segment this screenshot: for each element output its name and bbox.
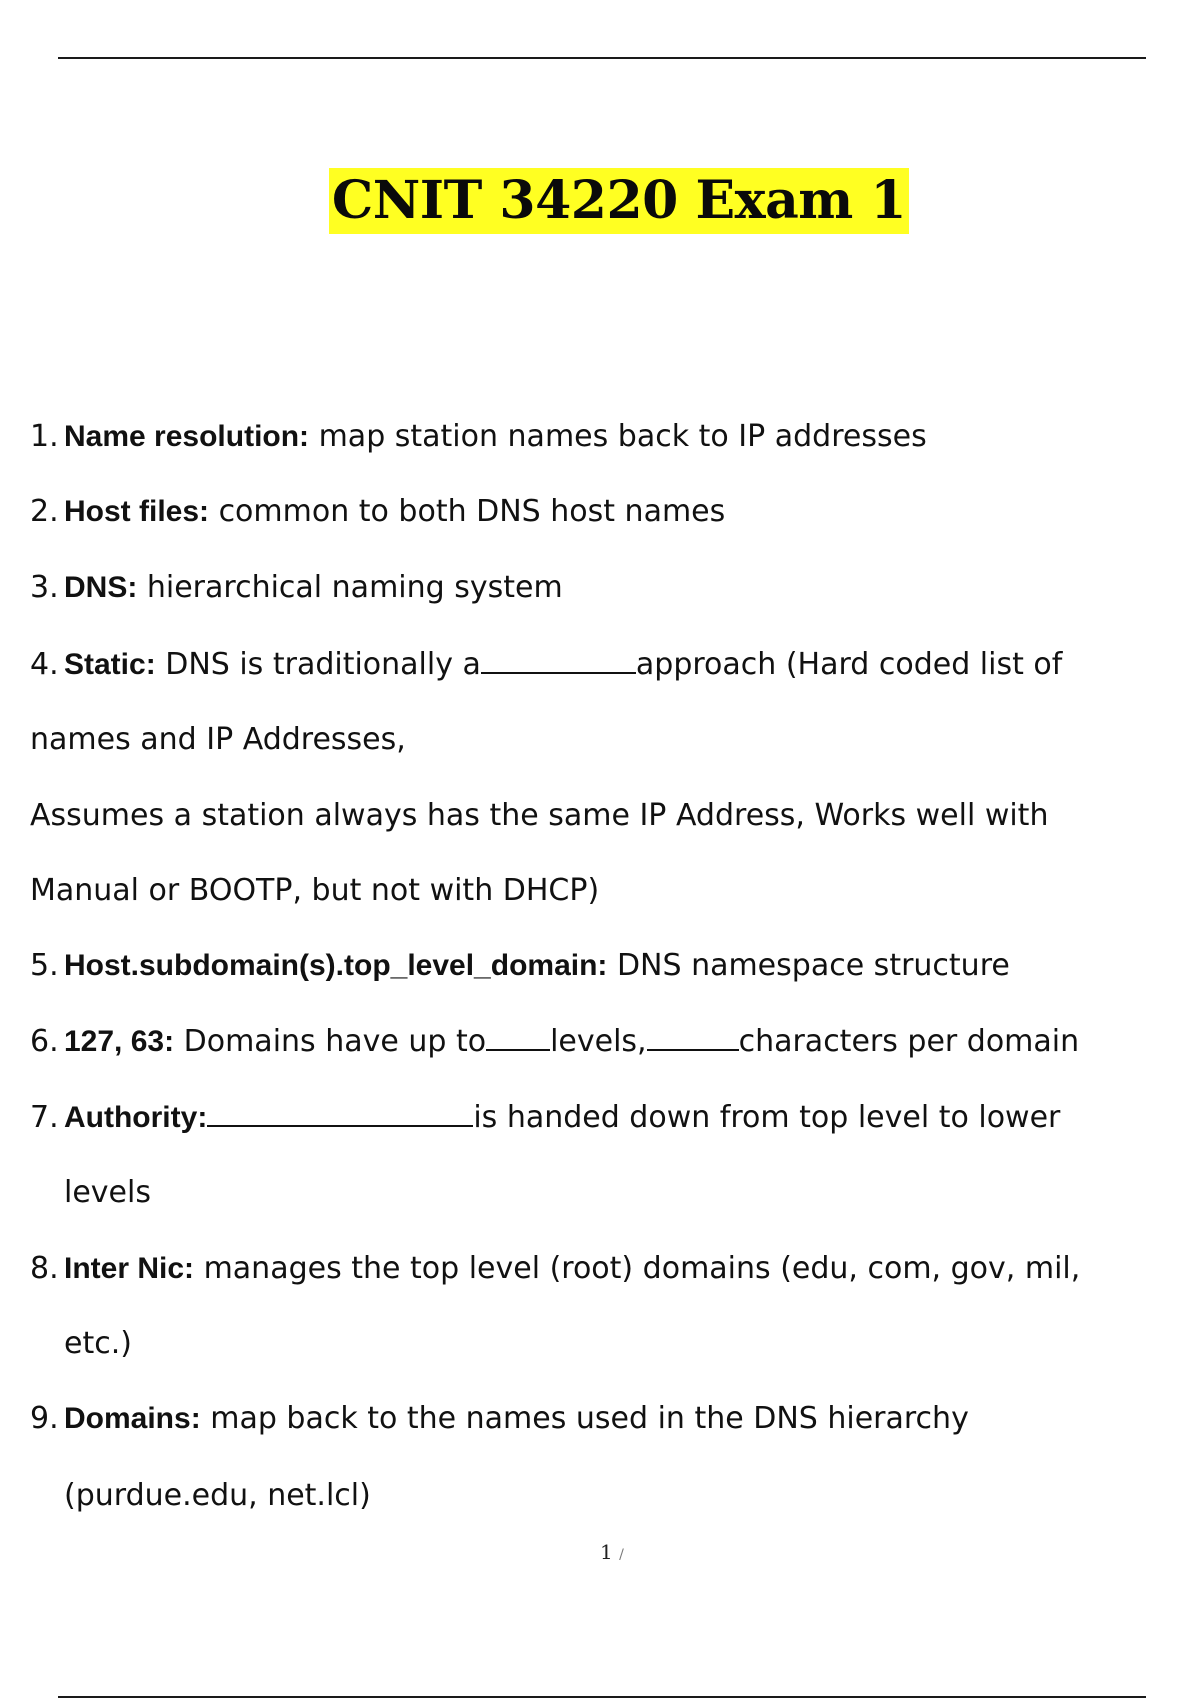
item-continuation: etc.) xyxy=(64,1326,132,1361)
item-number: 1. xyxy=(30,419,59,454)
item-text: approach (Hard coded list of xyxy=(635,647,1063,682)
list-item xyxy=(30,1022,1079,1062)
item-number: 8. xyxy=(30,1251,59,1286)
item-continuation: Assumes a station always has the same IP Address, Works well with xyxy=(30,798,1049,833)
item-text: map back to the names used in the DNS hierarchy xyxy=(200,1401,969,1436)
item-number: 6. xyxy=(30,1024,59,1059)
item-text: hierarchical naming system xyxy=(137,570,563,605)
page-number xyxy=(600,1540,624,1564)
item-term: Inter Nic: xyxy=(64,1252,195,1285)
item-continuation: levels xyxy=(64,1175,151,1210)
fill-in-blank xyxy=(647,1023,739,1051)
item-continuation: (purdue.edu, net.lcl) xyxy=(64,1478,371,1513)
list-item xyxy=(30,417,927,457)
item-term: Domains: xyxy=(64,1402,201,1435)
item-number: 4. xyxy=(30,647,59,682)
item-text: levels, xyxy=(550,1024,647,1059)
item-text: characters per domain xyxy=(738,1024,1080,1059)
item-term: DNS: xyxy=(64,571,138,604)
item-continuation: Manual or BOOTP, but not with DHCP) xyxy=(30,873,600,908)
document-title: CNIT 34220 Exam 1 xyxy=(329,168,909,234)
bottom-rule xyxy=(58,1696,1146,1698)
list-item xyxy=(30,1399,969,1439)
item-term: Authority: xyxy=(64,1101,208,1134)
list-item xyxy=(30,568,563,608)
list-item xyxy=(30,1098,1060,1138)
top-rule xyxy=(58,57,1146,59)
item-number: 2. xyxy=(30,494,59,529)
fill-in-blank xyxy=(207,1099,473,1127)
list-item xyxy=(30,492,725,532)
item-number: 7. xyxy=(30,1100,59,1135)
item-number: 9. xyxy=(30,1401,59,1436)
item-text: manages the top level (root) domains (edu, com, gov, mil, xyxy=(194,1251,1081,1286)
item-term: Host.subdomain(s).top_level_domain: xyxy=(64,949,608,982)
item-number: 3. xyxy=(30,570,59,605)
title-container xyxy=(0,168,1200,234)
page-separator: / xyxy=(619,1547,624,1563)
item-term: 127, 63: xyxy=(64,1025,175,1058)
item-number: 5. xyxy=(30,948,59,983)
item-term: Host files: xyxy=(64,495,210,528)
page-number-value: 1 xyxy=(600,1540,613,1564)
list-item xyxy=(30,645,1062,685)
item-text: DNS is traditionally a xyxy=(155,647,481,682)
list-item xyxy=(30,946,1010,986)
item-text: common to both DNS host names xyxy=(209,494,726,529)
list-item xyxy=(30,1249,1080,1289)
item-text: Domains have up to xyxy=(174,1024,487,1059)
item-continuation: names and IP Addresses, xyxy=(30,722,406,757)
fill-in-blank xyxy=(486,1023,550,1051)
item-text: is handed down from top level to lower xyxy=(473,1100,1061,1135)
item-text: map station names back to IP addresses xyxy=(309,419,927,454)
item-term: Name resolution: xyxy=(64,420,310,453)
fill-in-blank xyxy=(481,646,636,674)
item-text: DNS namespace structure xyxy=(607,948,1010,983)
item-term: Static: xyxy=(64,648,156,681)
